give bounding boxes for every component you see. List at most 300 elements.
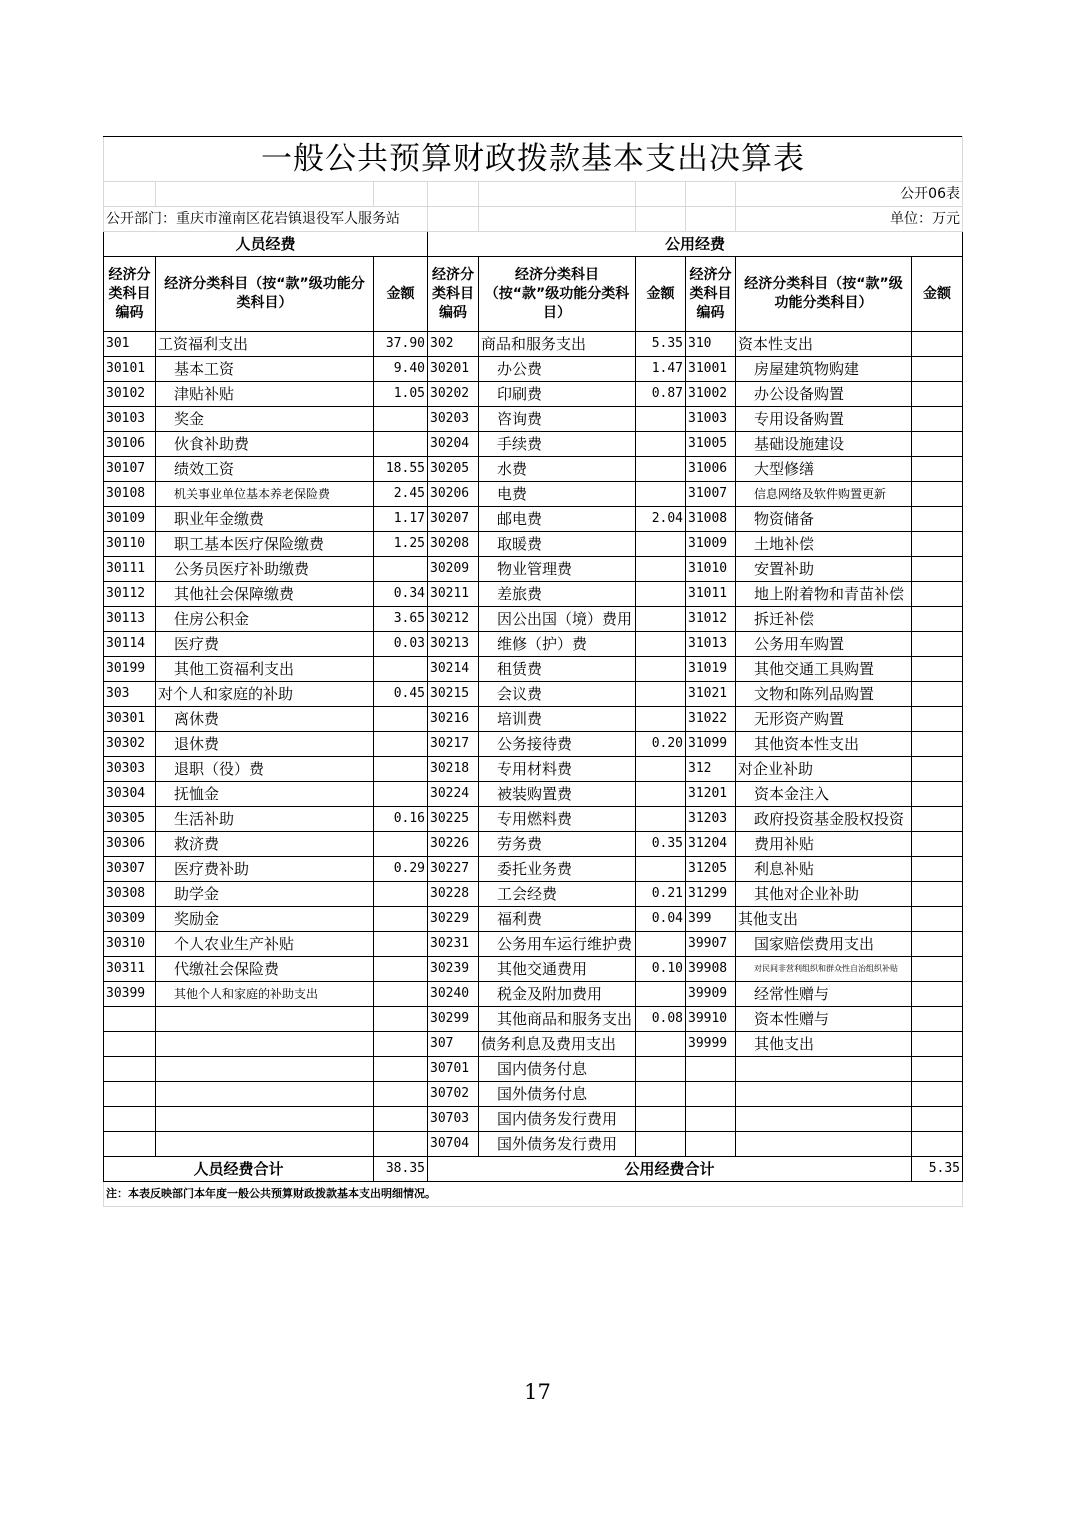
public-code-cell: 30231 [428, 932, 479, 957]
personnel-total-label: 人员经费合计 [104, 1157, 374, 1182]
personnel-amount-cell: 0.16 [374, 807, 428, 832]
capital-name-cell [736, 1107, 912, 1132]
capital-amount-cell [912, 907, 963, 932]
capital-code-cell: 31019 [686, 657, 736, 682]
personnel-amount-cell [374, 1032, 428, 1057]
personnel-amount-cell [374, 1107, 428, 1132]
public-code-cell: 30202 [428, 382, 479, 407]
table-row [104, 382, 963, 407]
header-name-2: 经济分类科目（按“款”级功能分类科目） [479, 257, 636, 332]
personnel-code-cell: 30309 [104, 907, 156, 932]
personnel-amount-cell: 0.45 [374, 682, 428, 707]
capital-code-cell: 39909 [686, 982, 736, 1007]
public-amount-cell [636, 607, 686, 632]
table-row [104, 482, 963, 507]
public-code-cell: 30201 [428, 357, 479, 382]
personnel-total-value: 38.35 [374, 1157, 428, 1182]
table-row [104, 407, 963, 432]
capital-name-cell: 公务用车购置 [736, 632, 912, 657]
public-amount-cell: 1.47 [636, 357, 686, 382]
public-amount-cell [636, 932, 686, 957]
table-row [104, 857, 963, 882]
personnel-code-cell: 30102 [104, 382, 156, 407]
personnel-name-cell [156, 1107, 374, 1132]
capital-amount-cell [912, 807, 963, 832]
public-code-cell: 30701 [428, 1057, 479, 1082]
public-amount-cell [636, 857, 686, 882]
table-row [104, 432, 963, 457]
personnel-amount-cell [374, 907, 428, 932]
personnel-amount-cell [374, 407, 428, 432]
public-name-cell: 租赁费 [479, 657, 636, 682]
public-code-cell: 30703 [428, 1107, 479, 1132]
capital-amount-cell [912, 957, 963, 982]
personnel-amount-cell: 0.29 [374, 857, 428, 882]
public-code-cell: 30228 [428, 882, 479, 907]
capital-amount-cell [912, 1107, 963, 1132]
header-amount-3: 金额 [912, 257, 963, 332]
personnel-amount-cell [374, 707, 428, 732]
capital-code-cell [686, 1082, 736, 1107]
personnel-code-cell: 30311 [104, 957, 156, 982]
public-amount-cell [636, 707, 686, 732]
capital-code-cell: 31012 [686, 607, 736, 632]
personnel-code-cell [104, 1132, 156, 1157]
public-amount-cell [636, 807, 686, 832]
personnel-amount-cell [374, 732, 428, 757]
table-row [104, 982, 963, 1007]
capital-name-cell: 办公设备购置 [736, 382, 912, 407]
table-row [104, 582, 963, 607]
capital-name-cell: 其他交通工具购置 [736, 657, 912, 682]
public-name-cell: 邮电费 [479, 507, 636, 532]
public-name-cell: 因公出国（境）费用 [479, 607, 636, 632]
capital-amount-cell [912, 857, 963, 882]
public-name-cell: 委托业务费 [479, 857, 636, 882]
table-row [104, 782, 963, 807]
capital-code-cell: 31010 [686, 557, 736, 582]
public-total-label: 公用经费合计 [428, 1157, 912, 1182]
capital-code-cell: 31022 [686, 707, 736, 732]
table-row [104, 1007, 963, 1032]
personnel-code-cell: 30302 [104, 732, 156, 757]
public-code-cell: 30240 [428, 982, 479, 1007]
public-code-cell: 30217 [428, 732, 479, 757]
capital-code-cell: 31001 [686, 357, 736, 382]
public-name-cell: 被装购置费 [479, 782, 636, 807]
public-code-cell: 30225 [428, 807, 479, 832]
table-row [104, 1132, 963, 1157]
personnel-name-cell: 助学金 [156, 882, 374, 907]
public-amount-cell: 5.35 [636, 332, 686, 357]
public-code-cell: 30204 [428, 432, 479, 457]
personnel-name-cell: 医疗费补助 [156, 857, 374, 882]
personnel-name-cell: 退职（役）费 [156, 757, 374, 782]
public-amount-cell: 0.10 [636, 957, 686, 982]
capital-amount-cell [912, 357, 963, 382]
public-amount-cell: 0.08 [636, 1007, 686, 1032]
public-amount-cell [636, 1132, 686, 1157]
personnel-name-cell: 其他工资福利支出 [156, 657, 374, 682]
page-number: 17 [524, 1380, 551, 1404]
personnel-code-cell: 30306 [104, 832, 156, 857]
capital-amount-cell [912, 1032, 963, 1057]
personnel-name-cell: 基本工资 [156, 357, 374, 382]
header-amount-1: 金额 [374, 257, 428, 332]
personnel-name-cell: 其他个人和家庭的补助支出 [156, 982, 374, 1007]
capital-name-cell: 其他支出 [736, 907, 912, 932]
table-row [104, 632, 963, 657]
capital-name-cell: 拆迁补偿 [736, 607, 912, 632]
capital-amount-cell [912, 707, 963, 732]
capital-name-cell: 资本金注入 [736, 782, 912, 807]
personnel-code-cell: 30305 [104, 807, 156, 832]
public-name-cell: 培训费 [479, 707, 636, 732]
table-row [104, 1032, 963, 1057]
personnel-code-cell: 303 [104, 682, 156, 707]
personnel-name-cell: 伙食补助费 [156, 432, 374, 457]
capital-amount-cell [912, 832, 963, 857]
public-code-cell: 30227 [428, 857, 479, 882]
personnel-name-cell: 离休费 [156, 707, 374, 732]
personnel-amount-cell [374, 1082, 428, 1107]
table-row [104, 682, 963, 707]
capital-code-cell: 312 [686, 757, 736, 782]
personnel-amount-cell [374, 757, 428, 782]
personnel-name-cell: 个人农业生产补贴 [156, 932, 374, 957]
capital-amount-cell [912, 932, 963, 957]
capital-name-cell: 其他资本性支出 [736, 732, 912, 757]
capital-amount-cell [912, 1057, 963, 1082]
capital-amount-cell [912, 557, 963, 582]
capital-code-cell: 31204 [686, 832, 736, 857]
table-row [104, 757, 963, 782]
personnel-name-cell: 职工基本医疗保险缴费 [156, 532, 374, 557]
personnel-amount-cell [374, 1132, 428, 1157]
public-amount-cell [636, 1057, 686, 1082]
personnel-code-cell: 30108 [104, 482, 156, 507]
capital-amount-cell [912, 1007, 963, 1032]
public-code-cell: 30213 [428, 632, 479, 657]
personnel-name-cell [156, 1007, 374, 1032]
capital-code-cell: 31299 [686, 882, 736, 907]
personnel-name-cell: 机关事业单位基本养老保险费 [156, 482, 374, 507]
capital-code-cell: 31021 [686, 682, 736, 707]
public-name-cell: 债务利息及费用支出 [479, 1032, 636, 1057]
header-code-1: 经济分类科目编码 [104, 257, 156, 332]
public-amount-cell: 0.20 [636, 732, 686, 757]
capital-name-cell: 其他支出 [736, 1032, 912, 1057]
department-label: 公开部门：重庆市潼南区花岩镇退役军人服务站 [104, 207, 428, 232]
capital-name-cell [736, 1057, 912, 1082]
personnel-code-cell: 30110 [104, 532, 156, 557]
table-row [104, 907, 963, 932]
capital-name-cell: 物资储备 [736, 507, 912, 532]
public-amount-cell [636, 432, 686, 457]
personnel-code-cell: 30111 [104, 557, 156, 582]
public-code-cell: 30218 [428, 757, 479, 782]
public-code-cell: 30704 [428, 1132, 479, 1157]
table-title: 一般公共预算财政拨款基本支出决算表 [104, 137, 963, 182]
capital-name-cell: 对民间非营利组织和群众性自治组织补贴 [736, 957, 912, 982]
public-code-cell: 30208 [428, 532, 479, 557]
public-name-cell: 咨询费 [479, 407, 636, 432]
capital-code-cell: 310 [686, 332, 736, 357]
capital-amount-cell [912, 1082, 963, 1107]
table-row [104, 532, 963, 557]
public-name-cell: 公务用车运行维护费 [479, 932, 636, 957]
personnel-name-cell: 职业年金缴费 [156, 507, 374, 532]
public-name-cell: 取暖费 [479, 532, 636, 557]
personnel-amount-cell [374, 932, 428, 957]
public-name-cell: 办公费 [479, 357, 636, 382]
personnel-code-cell: 30113 [104, 607, 156, 632]
table-row [104, 332, 963, 357]
public-amount-cell [636, 1032, 686, 1057]
public-amount-cell [636, 482, 686, 507]
table-row [104, 357, 963, 382]
table-row [104, 807, 963, 832]
personnel-amount-cell [374, 882, 428, 907]
public-code-cell: 30239 [428, 957, 479, 982]
personnel-name-cell: 其他社会保障缴费 [156, 582, 374, 607]
personnel-amount-cell [374, 1007, 428, 1032]
capital-name-cell: 对企业补助 [736, 757, 912, 782]
capital-amount-cell [912, 407, 963, 432]
personnel-code-cell: 30199 [104, 657, 156, 682]
personnel-code-cell [104, 1082, 156, 1107]
capital-code-cell: 39907 [686, 932, 736, 957]
capital-name-cell [736, 1132, 912, 1157]
public-name-cell: 其他交通费用 [479, 957, 636, 982]
capital-code-cell: 39999 [686, 1032, 736, 1057]
public-name-cell: 会议费 [479, 682, 636, 707]
public-name-cell: 手续费 [479, 432, 636, 457]
personnel-code-cell: 30101 [104, 357, 156, 382]
public-name-cell: 维修（护）费 [479, 632, 636, 657]
public-name-cell: 公务接待费 [479, 732, 636, 757]
personnel-amount-cell: 37.90 [374, 332, 428, 357]
table-row [104, 732, 963, 757]
personnel-code-cell: 301 [104, 332, 156, 357]
public-code-cell: 30203 [428, 407, 479, 432]
public-amount-cell [636, 657, 686, 682]
public-name-cell: 税金及附加费用 [479, 982, 636, 1007]
capital-name-cell: 基础设施建设 [736, 432, 912, 457]
public-amount-cell [636, 782, 686, 807]
table-row [104, 882, 963, 907]
public-name-cell: 专用燃料费 [479, 807, 636, 832]
capital-name-cell: 安置补助 [736, 557, 912, 582]
personnel-name-cell: 工资福利支出 [156, 332, 374, 357]
capital-amount-cell [912, 507, 963, 532]
public-name-cell: 工会经费 [479, 882, 636, 907]
public-name-cell: 国内债务发行费用 [479, 1107, 636, 1132]
capital-code-cell: 31005 [686, 432, 736, 457]
capital-name-cell: 无形资产购置 [736, 707, 912, 732]
table-row [104, 657, 963, 682]
personnel-code-cell: 30303 [104, 757, 156, 782]
personnel-amount-cell [374, 957, 428, 982]
personnel-amount-cell: 0.34 [374, 582, 428, 607]
public-code-cell: 30226 [428, 832, 479, 857]
capital-name-cell: 资本性赠与 [736, 1007, 912, 1032]
personnel-amount-cell: 9.40 [374, 357, 428, 382]
personnel-amount-cell: 1.17 [374, 507, 428, 532]
personnel-amount-cell [374, 432, 428, 457]
personnel-amount-cell: 3.65 [374, 607, 428, 632]
personnel-name-cell: 奖金 [156, 407, 374, 432]
personnel-amount-cell: 18.55 [374, 457, 428, 482]
capital-code-cell: 31201 [686, 782, 736, 807]
table-row [104, 932, 963, 957]
public-amount-cell [636, 457, 686, 482]
capital-code-cell: 31099 [686, 732, 736, 757]
table-note: 注：本表反映部门本年度一般公共预算财政拨款基本支出明细情况。 [104, 1182, 963, 1207]
totals-row [104, 1157, 963, 1182]
personnel-name-cell: 绩效工资 [156, 457, 374, 482]
personnel-name-cell: 抚恤金 [156, 782, 374, 807]
public-amount-cell [636, 982, 686, 1007]
budget-table [103, 136, 963, 1207]
public-name-cell: 差旅费 [479, 582, 636, 607]
personnel-name-cell: 退休费 [156, 732, 374, 757]
personnel-name-cell: 医疗费 [156, 632, 374, 657]
personnel-code-cell: 30301 [104, 707, 156, 732]
personnel-name-cell: 住房公积金 [156, 607, 374, 632]
public-amount-cell: 0.87 [636, 382, 686, 407]
public-code-cell: 30216 [428, 707, 479, 732]
personnel-amount-cell: 1.05 [374, 382, 428, 407]
personnel-amount-cell: 0.03 [374, 632, 428, 657]
public-amount-cell [636, 582, 686, 607]
public-amount-cell: 0.21 [636, 882, 686, 907]
personnel-name-cell [156, 1057, 374, 1082]
header-name-3: 经济分类科目（按“款”级功能分类科目） [736, 257, 912, 332]
public-code-cell: 30229 [428, 907, 479, 932]
public-code-cell: 30209 [428, 557, 479, 582]
table-row [104, 1107, 963, 1132]
capital-code-cell [686, 1132, 736, 1157]
public-code-cell: 307 [428, 1032, 479, 1057]
personnel-name-cell [156, 1132, 374, 1157]
public-name-cell: 电费 [479, 482, 636, 507]
public-amount-cell: 2.04 [636, 507, 686, 532]
personnel-name-cell: 奖励金 [156, 907, 374, 932]
table-row [104, 832, 963, 857]
public-code-cell: 30206 [428, 482, 479, 507]
personnel-code-cell: 30310 [104, 932, 156, 957]
public-amount-cell [636, 407, 686, 432]
capital-name-cell: 资本性支出 [736, 332, 912, 357]
personnel-amount-cell [374, 1057, 428, 1082]
public-amount-cell: 0.35 [636, 832, 686, 857]
table-row [104, 607, 963, 632]
capital-amount-cell [912, 582, 963, 607]
personnel-amount-cell [374, 832, 428, 857]
public-code-cell: 30214 [428, 657, 479, 682]
table-row [104, 457, 963, 482]
public-code-cell: 30215 [428, 682, 479, 707]
capital-name-cell: 其他对企业补助 [736, 882, 912, 907]
table-row [104, 507, 963, 532]
capital-code-cell: 31003 [686, 407, 736, 432]
personnel-code-cell [104, 1057, 156, 1082]
personnel-name-cell: 公务员医疗补助缴费 [156, 557, 374, 582]
capital-amount-cell [912, 982, 963, 1007]
capital-amount-cell [912, 732, 963, 757]
public-name-cell: 商品和服务支出 [479, 332, 636, 357]
capital-name-cell: 专用设备购置 [736, 407, 912, 432]
capital-amount-cell [912, 332, 963, 357]
capital-code-cell [686, 1057, 736, 1082]
capital-name-cell: 经常性赠与 [736, 982, 912, 1007]
personnel-amount-cell [374, 782, 428, 807]
capital-amount-cell [912, 632, 963, 657]
capital-amount-cell [912, 657, 963, 682]
capital-code-cell: 31205 [686, 857, 736, 882]
personnel-name-cell [156, 1032, 374, 1057]
public-name-cell: 其他商品和服务支出 [479, 1007, 636, 1032]
personnel-code-cell: 30107 [104, 457, 156, 482]
personnel-name-cell: 救济费 [156, 832, 374, 857]
capital-name-cell: 信息网络及软件购置更新 [736, 482, 912, 507]
public-name-cell: 专用材料费 [479, 757, 636, 782]
personnel-name-cell: 生活补助 [156, 807, 374, 832]
personnel-code-cell: 30109 [104, 507, 156, 532]
capital-code-cell: 31009 [686, 532, 736, 557]
public-name-cell: 国外债务付息 [479, 1082, 636, 1107]
personnel-name-cell: 津贴补贴 [156, 382, 374, 407]
personnel-amount-cell [374, 982, 428, 1007]
capital-amount-cell [912, 532, 963, 557]
header-code-2: 经济分类科目编码 [428, 257, 479, 332]
public-name-cell: 水费 [479, 457, 636, 482]
header-name-1: 经济分类科目（按“款”级功能分类科目） [156, 257, 374, 332]
personnel-amount-cell: 1.25 [374, 532, 428, 557]
capital-name-cell: 大型修缮 [736, 457, 912, 482]
public-name-cell: 福利费 [479, 907, 636, 932]
capital-code-cell: 31007 [686, 482, 736, 507]
capital-name-cell: 文物和陈列品购置 [736, 682, 912, 707]
capital-code-cell: 39908 [686, 957, 736, 982]
public-amount-cell [636, 1082, 686, 1107]
capital-code-cell: 31203 [686, 807, 736, 832]
public-total-value: 5.35 [912, 1157, 963, 1182]
personnel-code-cell: 30307 [104, 857, 156, 882]
table-row [104, 557, 963, 582]
public-amount-cell [636, 757, 686, 782]
public-code-cell: 30205 [428, 457, 479, 482]
public-amount-cell [636, 682, 686, 707]
capital-code-cell: 31013 [686, 632, 736, 657]
public-code-cell: 30299 [428, 1007, 479, 1032]
capital-amount-cell [912, 432, 963, 457]
personnel-code-cell: 30308 [104, 882, 156, 907]
capital-code-cell: 31008 [686, 507, 736, 532]
table-number: 公开06表 [736, 182, 963, 207]
capital-amount-cell [912, 782, 963, 807]
capital-amount-cell [912, 682, 963, 707]
capital-code-cell [686, 1107, 736, 1132]
public-amount-cell [636, 557, 686, 582]
public-amount-cell: 0.04 [636, 907, 686, 932]
capital-name-cell: 政府投资基金股权投资 [736, 807, 912, 832]
public-code-cell: 30207 [428, 507, 479, 532]
table-row [104, 957, 963, 982]
public-amount-cell [636, 532, 686, 557]
personnel-code-cell [104, 1107, 156, 1132]
